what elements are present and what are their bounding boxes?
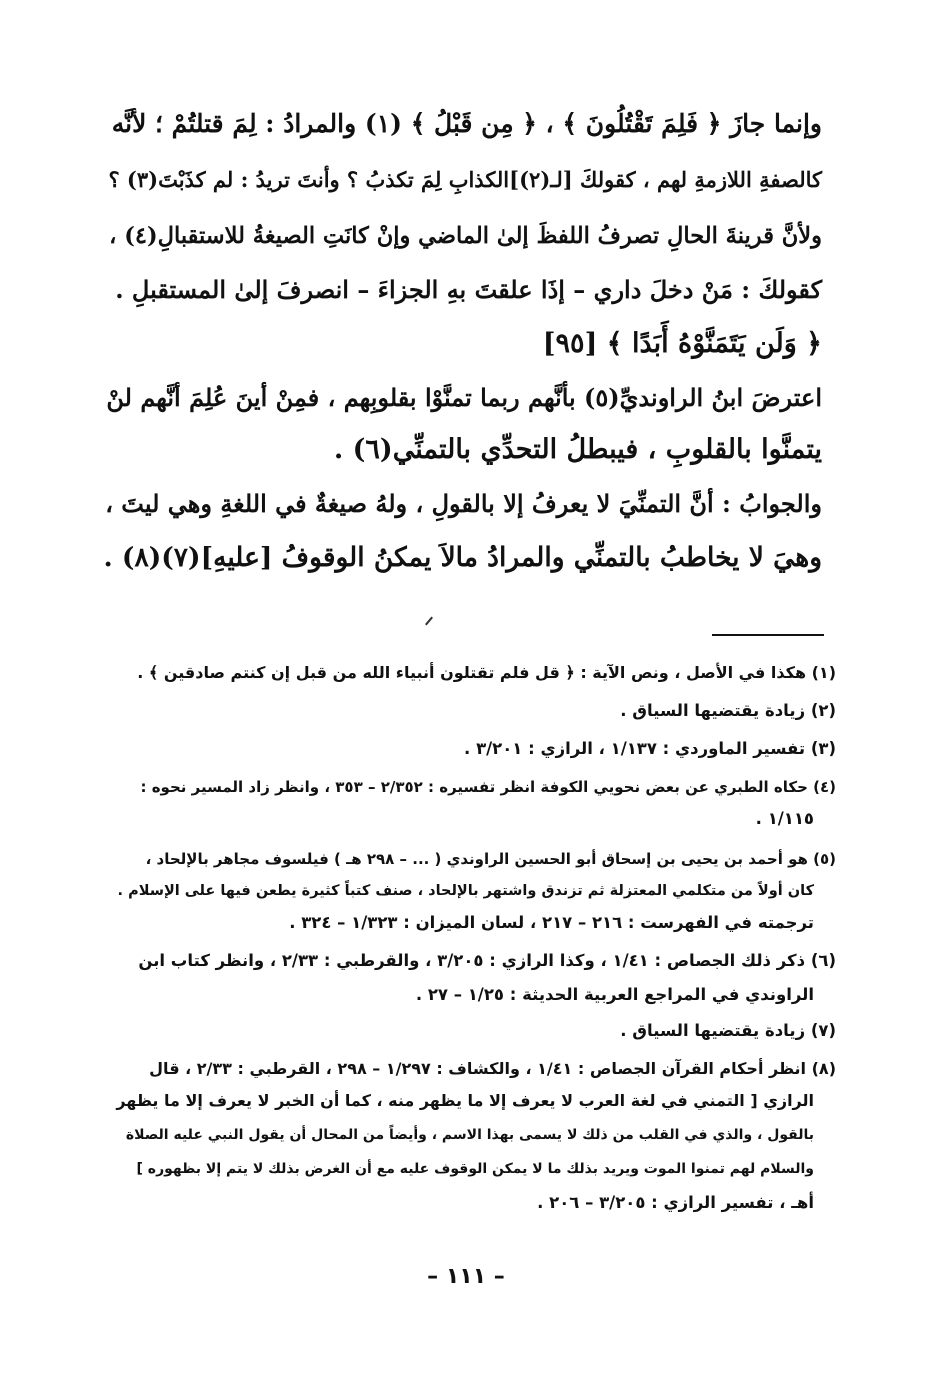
main-text-line: والجوابُ : أنَّ التمنِّيَ لا يعرفُ إلا بالقولِ ، ولهُ صيغةٌ في اللغةِ وهي ليتَ ، <box>105 489 822 518</box>
main-text-line: ولأنَّ قرينةَ الحالِ تصرفُ اللفظَ إلىٰ الماضي وإنْ كانَتِ الصيغةُ للاستقبالِ(٤) ، <box>109 223 822 249</box>
footnote-6: (٦) ذكر ذلك الجصاص : ١/٤١ ، وكذا الرازي : ٣/٢٠٥ ، والقرطبي : ٢/٣٣ ، وانظر كتاب ابن <box>138 951 836 970</box>
footnote-8-cont: بالقول ، والذي في القلب من ذلك لا يسمى بهذا الاسم ، وأيضاً من المحال أن يقول النبي عليه الصلاة <box>125 1127 814 1143</box>
main-text-line: وإنما جازَ ﴿ فَلِمَ تَقْتُلُونَ ﴾ ، ﴿ مِن قَبْلُ ﴾ (١) والمرادُ : لِمَ قتلتُمْ ؛ لأنَّه <box>111 109 822 138</box>
quran-verse-line: ﴿ وَلَن يَتَمَنَّوْهُ أَبَدًا ﴾ [٩٥] <box>542 328 822 359</box>
footnote-8: (٨) انظر أحكام القرآن الجصاص : ١/٤١ ، والكشاف : ١/٢٩٧ – ٢٩٨ ، القرطبي : ٢/٣٣ ، قال <box>149 1059 836 1078</box>
footnote-8-cont: الرازي [ التمني في لغة العرب لا يعرف إلا ما يظهر منه ، كما أن الخبر لا يعرف إلا ما يظهر <box>116 1091 814 1110</box>
footnote-7: (٧) زيادة يقتضيها السياق . <box>620 1021 836 1040</box>
main-text-line: يتمنَّوا بالقلوبِ ، فيبطلُ التحدِّي بالتمنِّي(٦) . <box>333 434 822 465</box>
footnote-2: (٢) زيادة يقتضيها السياق . <box>620 701 836 720</box>
footnote-8-cont: والسلام لهم تمنوا الموت ويريد بذلك ما لا يمكن الوقوف عليه مع أن الغرض بذلك لا يتم إلا بظهوره ] <box>136 1161 814 1177</box>
footnote-5-cont: ترجمته في الفهرست : ٢١٦ – ٢١٧ ، لسان الميزان : ١/٣٢٣ – ٣٢٤ . <box>289 913 814 932</box>
page-number: – ١١١ – <box>427 1264 505 1289</box>
footnote-4: (٤) حكاه الطبري عن بعض نحويي الكوفة انظر تفسيره : ٢/٣٥٢ – ٣٥٣ ، وانظر زاد المسير نحوه : <box>140 778 836 796</box>
footnote-4-cont: ١/١١٥ . <box>755 809 814 828</box>
footnote-3: (٣) تفسير الماوردي : ١/١٣٧ ، الرازي : ٣/٢٠١ . <box>464 739 836 758</box>
main-text-line: وهيَ لا يخاطبُ بالتمنِّي والمرادُ مالاَ يمكنُ الوقوفُ [عليهِ](٧)(٨) . <box>103 542 822 573</box>
footnote-separator <box>712 634 824 636</box>
footnote-8-cont: أهـ ، تفسير الرازي : ٣/٢٠٥ – ٢٠٦ . <box>537 1193 814 1212</box>
scan-mark <box>425 617 433 626</box>
footnote-5: (٥) هو أحمد بن يحيى بن إسحاق أبو الحسين الراوندي ( ... – ٢٩٨ هـ ) فيلسوف مجاهر بالإلحاد ، <box>145 850 836 868</box>
footnote-1: (١) هكذا في الأصل ، ونص الآية : ﴿ قل فلم تقتلون أنبياء الله من قبل إن كنتم صادقين ﴾ . <box>137 663 836 682</box>
main-text-line: اعترضَ ابنُ الراونديِّ(٥) بأنَّهم ربما تمنَّوْا بقلوبِهم ، فمِنْ أينَ عُلِمَ أنَّهم لنْ <box>106 383 822 412</box>
footnote-5-cont: كان أولاً من متكلمي المعتزلة ثم تزندق واشتهر بالإلحاد ، صنف كتباً كثيرة يطعن فيها على الإسلام . <box>117 883 814 899</box>
main-text-line: كقولكَ : مَنْ دخلَ داري – إذَا علقتَ بهِ الجزاءَ – انصرفَ إلىٰ المستقبلِ . <box>115 275 822 304</box>
footnote-6-cont: الراوندي في المراجع العربية الحديثة : ١/٢٥ – ٢٧ . <box>415 985 814 1004</box>
main-text-line: كالصفةِ اللازمةِ لهم ، كقولكَ [لـ(٢)]الكذابِ لِمَ تكذبُ ؟ وأنتَ تريدُ : لم كذَبْتَ(٣) ؟ <box>108 167 822 192</box>
